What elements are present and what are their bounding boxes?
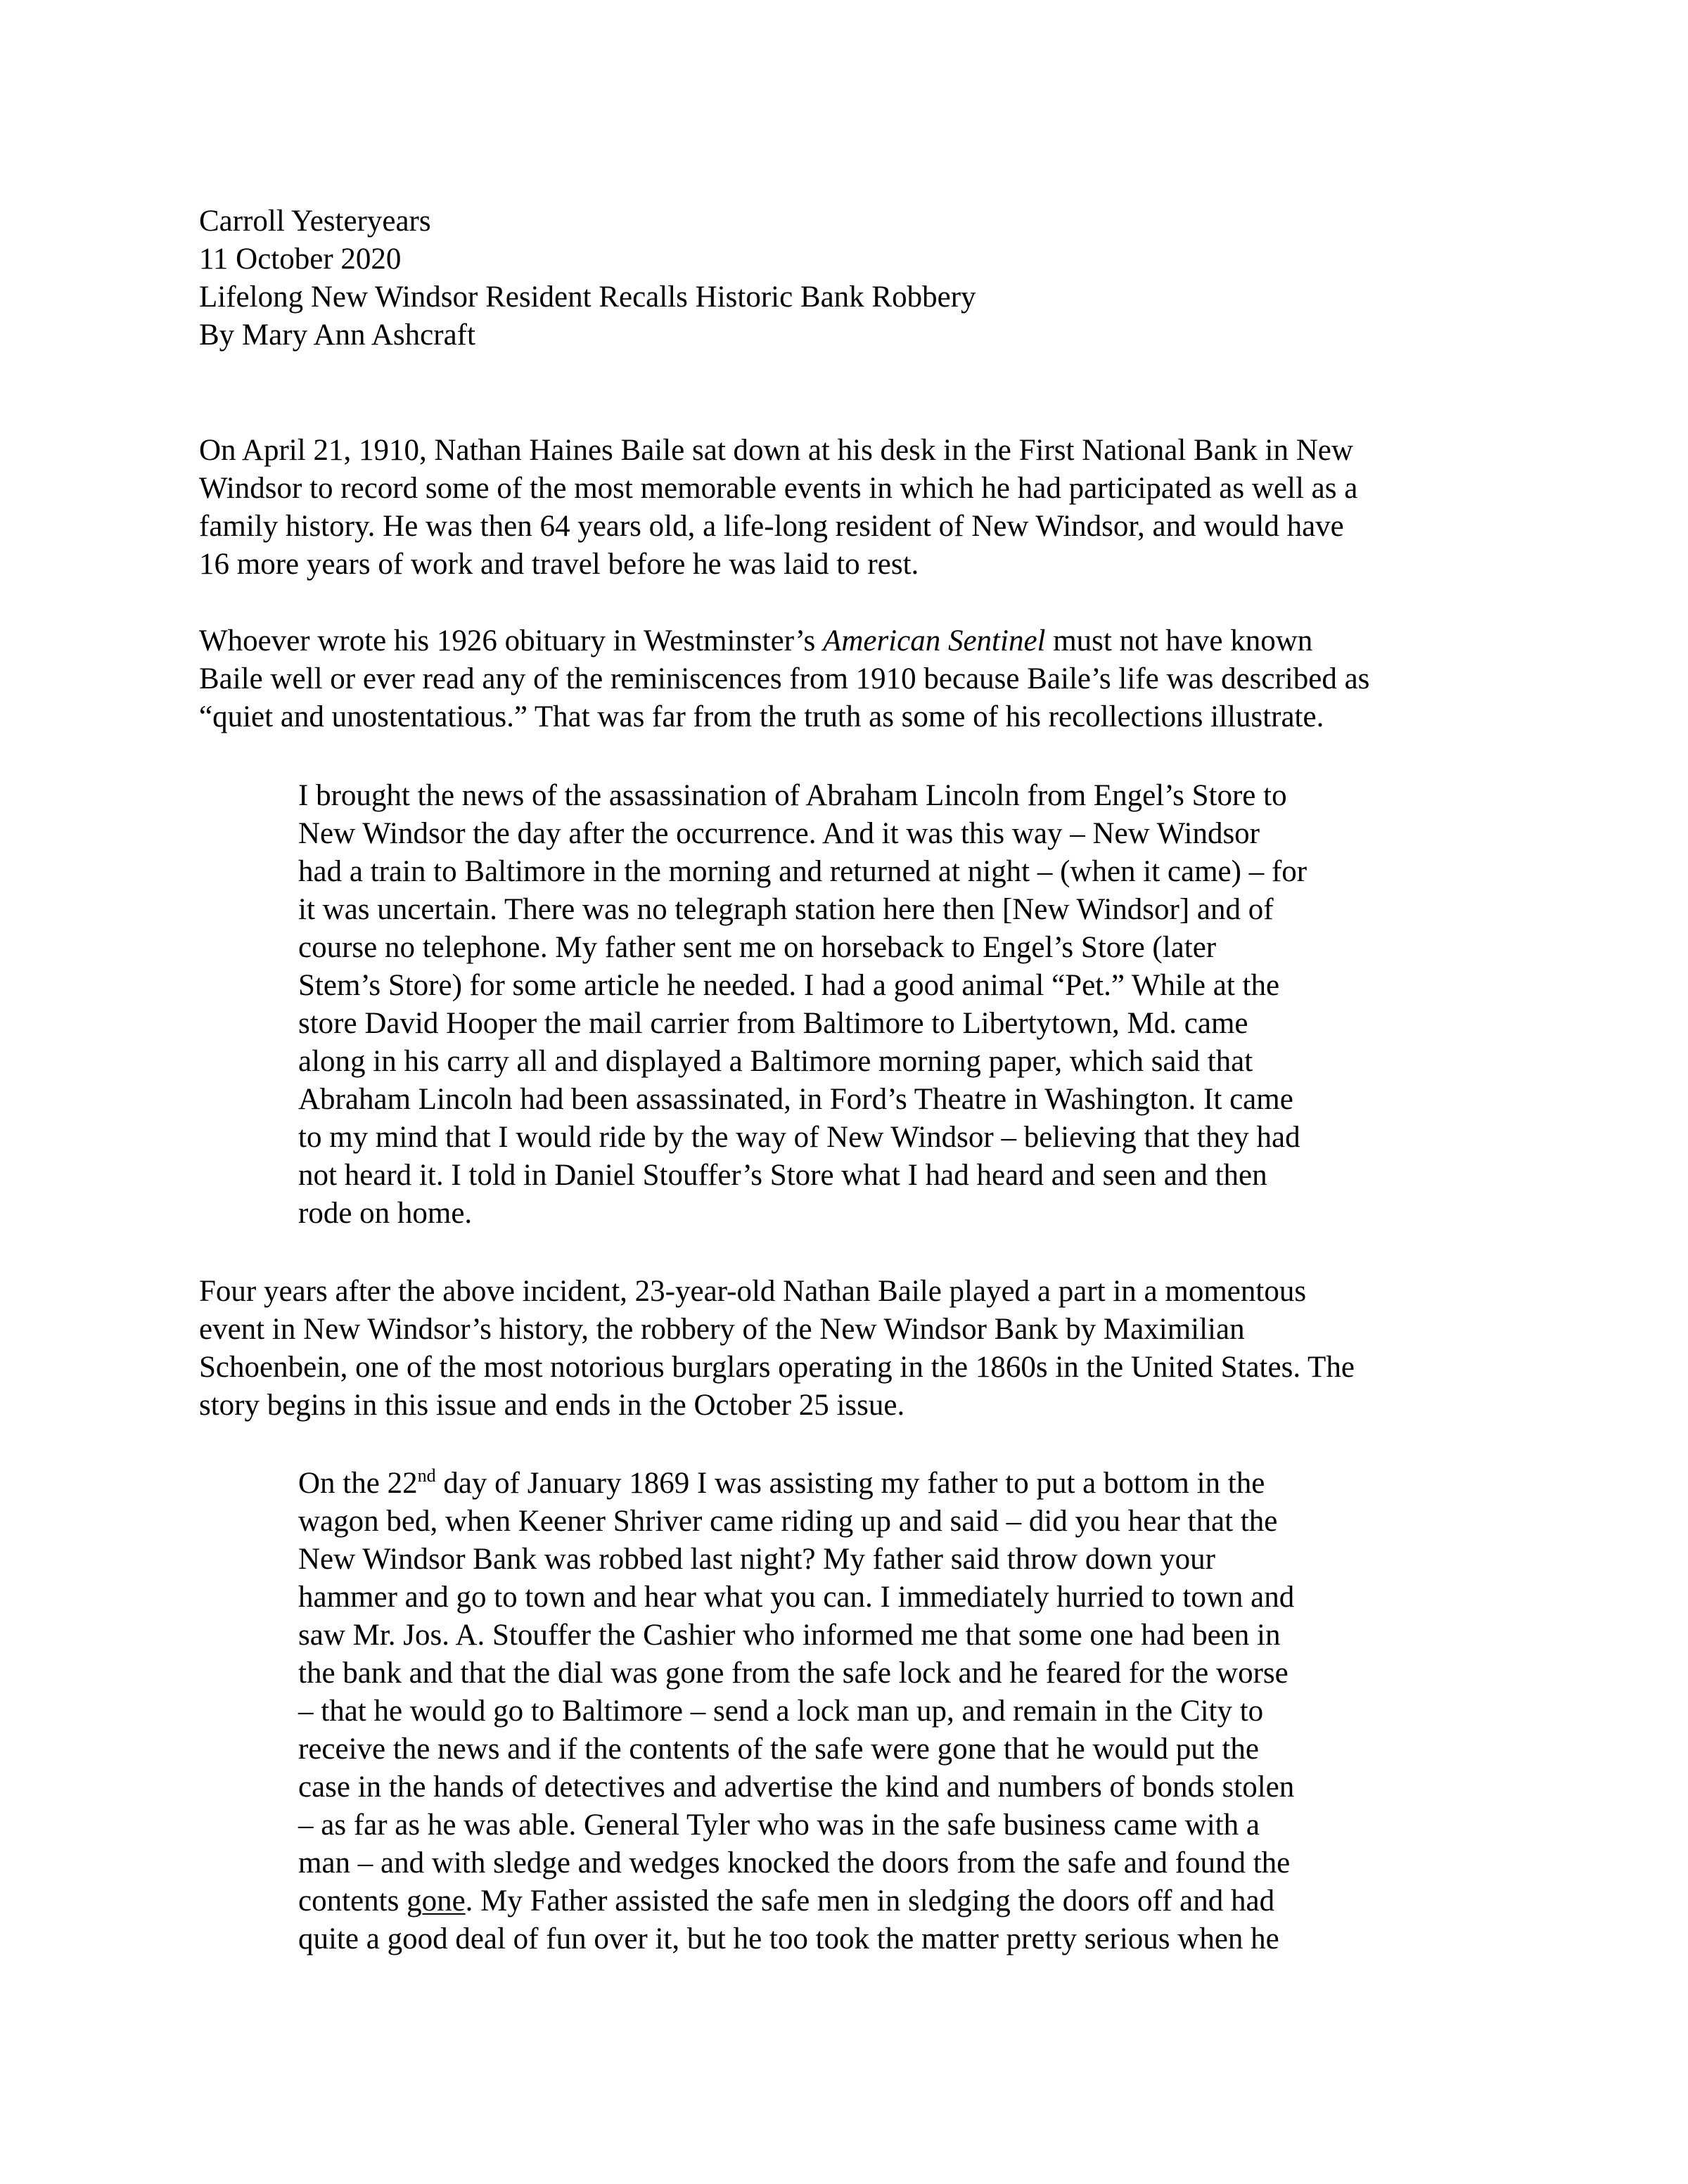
quote-line: man – and with sledge and wedges knocked the doors from the safe and found the: [298, 1846, 1291, 1880]
text-line: 16 more years of work and travel before he was laid to rest.: [199, 548, 919, 581]
column-title: Carroll Yesteryears: [199, 205, 431, 238]
article-headline: Lifelong New Windsor Resident Recalls Historic Bank Robbery: [199, 281, 976, 314]
text-line: Schoenbein, one of the most notorious burglars operating in the 1860s in the United States. The: [199, 1351, 1355, 1384]
quote-line: quite a good deal of fun over it, but he too took the matter pretty serious when he: [298, 1922, 1279, 1955]
text-segment: . My Father assisted the safe men in sledging the doors off and had: [465, 1884, 1275, 1918]
ordinal-suffix: nd: [417, 1465, 436, 1486]
article-byline: By Mary Ann Ashcraft: [199, 319, 475, 352]
quote-line: rode on home.: [298, 1197, 473, 1230]
underlined-word: gone: [407, 1884, 466, 1918]
quote-line: wagon bed, when Keener Shriver came riding up and said – did you hear that the: [298, 1505, 1278, 1538]
text-line: family history. He was then 64 years old, a life-long resident of New Windsor, and would have: [199, 510, 1344, 543]
quote-line: – that he would go to Baltimore – send a lock man up, and remain in the City to: [298, 1695, 1264, 1728]
paragraph-robbery-intro: [199, 1273, 1493, 1425]
paragraph-intro: [199, 432, 1493, 584]
quote-line: hammer and go to town and hear what you can. I immediately hurried to town and: [298, 1581, 1295, 1614]
quote-line: Abraham Lincoln had been assassinated, in Ford’s Theatre in Washington. It came: [298, 1083, 1293, 1116]
quote-line: along in his carry all and displayed a Baltimore morning paper, which said that: [298, 1045, 1253, 1078]
quote-line: had a train to Baltimore in the morning and returned at night – (when it came) – for: [298, 855, 1307, 888]
text-line: Windsor to record some of the most memorable events in which he had participated as well as a: [199, 472, 1358, 505]
quote-line: receive the news and if the contents of the safe were gone that he would put the: [298, 1733, 1259, 1766]
quote-bank-robbery: [298, 1465, 1424, 1958]
text-segment: day of January 1869 I was assisting my father to put a bottom in the: [435, 1467, 1265, 1500]
text-segment: Whoever wrote his 1926 obituary in Westminster’s: [199, 624, 824, 657]
text-line: event in New Windsor’s history, the robbery of the New Windsor Bank by Maximilian: [199, 1313, 1245, 1346]
quote-line: case in the hands of detectives and advertise the kind and numbers of bonds stolen: [298, 1771, 1295, 1804]
quote-line: New Windsor Bank was robbed last night? My father said throw down your: [298, 1543, 1215, 1576]
quote-line: I brought the news of the assassination of Abraham Lincoln from Engel’s Store to: [298, 779, 1287, 812]
text-segment: must not have known: [1045, 624, 1313, 657]
text-line: story begins in this issue and ends in the October 25 issue.: [199, 1389, 905, 1422]
text-line: On April 21, 1910, Nathan Haines Baile sat down at his desk in the First National Bank in New: [199, 434, 1353, 467]
text-line: Baile well or ever read any of the reminiscences from 1910 because Baile’s life was described as: [199, 662, 1370, 695]
paragraph-obituary: [199, 622, 1493, 736]
text-line: Four years after the above incident, 23-year-old Nathan Baile played a part in a momentous: [199, 1275, 1307, 1308]
text-line: “quiet and unostentatious.” That was far from the truth as some of his recollections illustrate.: [199, 700, 1324, 733]
text-segment: On the 22: [298, 1467, 418, 1500]
quote-line: the bank and that the dial was gone from the safe lock and he feared for the worse: [298, 1657, 1289, 1690]
quote-line: not heard it. I told in Daniel Stouffer’s Store what I had heard and seen and then: [298, 1159, 1267, 1192]
text-segment: contents: [298, 1884, 407, 1918]
quote-line: New Windsor the day after the occurrence. And it was this way – New Windsor: [298, 817, 1260, 850]
quote-line: [298, 1465, 1424, 1503]
quote-line: saw Mr. Jos. A. Stouffer the Cashier who informed me that some one had been in: [298, 1619, 1281, 1652]
quote-line: to my mind that I would ride by the way of New Windsor – believing that they had: [298, 1121, 1300, 1154]
quote-line: [298, 1882, 1424, 1920]
quote-lincoln-news: [298, 777, 1424, 1233]
quote-line: course no telephone. My father sent me on horseback to Engel’s Store (later: [298, 931, 1217, 964]
text-line: [199, 622, 1493, 660]
quote-line: Stem’s Store) for some article he needed. I had a good animal “Pet.” While at the: [298, 969, 1280, 1002]
publication-date: 11 October 2020: [199, 243, 402, 276]
quote-line: – as far as he was able. General Tyler who was in the safe business came with a: [298, 1809, 1260, 1842]
article-header: [199, 203, 1535, 354]
newspaper-title: American Sentinel: [823, 624, 1046, 657]
quote-line: it was uncertain. There was no telegraph station here then [New Windsor] and of: [298, 893, 1274, 926]
quote-line: store David Hooper the mail carrier from Baltimore to Libertytown, Md. came: [298, 1007, 1248, 1040]
